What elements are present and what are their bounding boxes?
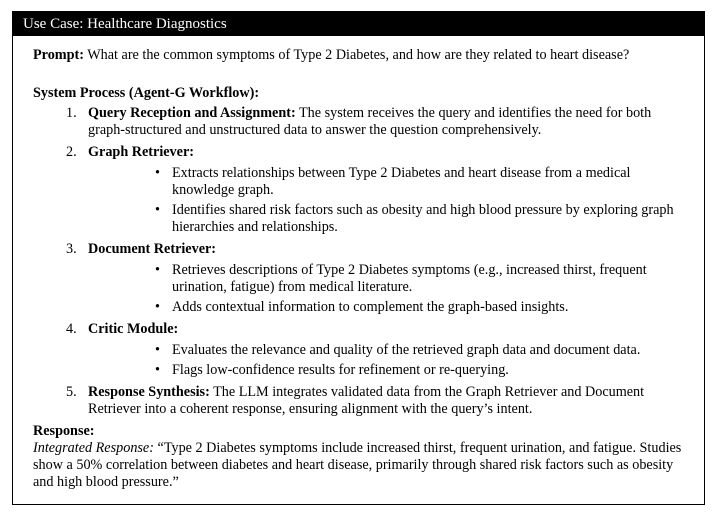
step-number: 5.	[66, 384, 77, 400]
use-case-header	[13, 12, 704, 36]
step-bullets	[88, 342, 686, 379]
header-title: Use Case: Healthcare Diagnostics	[23, 16, 227, 32]
bullet-item	[88, 262, 686, 296]
bullet-item	[88, 202, 686, 236]
step-query-reception	[33, 105, 686, 139]
bullet-text: Extracts relationships between Type 2 Diabetes and heart disease from a medical knowledge graph.	[172, 165, 631, 198]
step-title: Document Retriever:	[88, 241, 217, 257]
integrated-response-label: Integrated Response:	[33, 440, 154, 456]
bullet-glyph: •	[155, 262, 160, 278]
bullet-item	[88, 342, 686, 359]
step-title: Query Reception and Assignment:	[88, 105, 296, 121]
response-section	[33, 423, 686, 491]
step-text: The system receives the query and identifies the need for both graph-structured and unstructured data to answer the question comprehensively.	[88, 105, 652, 138]
step-document-retriever	[33, 241, 686, 316]
system-process-title: System Process (Agent-G Workflow):	[33, 85, 260, 101]
step-title: Critic Module:	[88, 321, 179, 337]
bullet-item	[88, 362, 686, 379]
step-text: The LLM integrates validated data from the Graph Retriever and Document Retriever into a coherent response, ensuring alignment with the query’s intent.	[88, 384, 645, 417]
step-number: 3.	[66, 241, 77, 257]
bullet-text: Flags low-confidence results for refinement or re-querying.	[172, 362, 509, 378]
response-label: Response:	[33, 423, 95, 439]
prompt-text: What are the common symptoms of Type 2 Diabetes, and how are they related to heart disease?	[87, 47, 630, 63]
use-case-content	[13, 36, 704, 491]
step-bullets	[88, 262, 686, 316]
bullet-glyph: •	[155, 342, 160, 358]
step-response-synthesis	[33, 384, 686, 418]
step-number: 2.	[66, 144, 77, 160]
step-graph-retriever	[33, 144, 686, 236]
workflow-steps	[33, 105, 686, 418]
bullet-glyph: •	[155, 362, 160, 378]
use-case-box	[12, 11, 705, 505]
bullet-text: Adds contextual information to complement the graph-based insights.	[172, 299, 569, 315]
bullet-item	[88, 299, 686, 316]
step-critic-module	[33, 321, 686, 379]
step-bullets	[88, 165, 686, 236]
bullet-glyph: •	[155, 202, 160, 218]
bullet-text: Identifies shared risk factors such as obesity and high blood pressure by exploring graph hierarchies and relationships.	[172, 202, 674, 235]
prompt-label: Prompt:	[33, 47, 84, 63]
bullet-item	[88, 165, 686, 199]
integrated-response-text: “Type 2 Diabetes symptoms include increased thirst, frequent urination, and fatigue. Studies show a 50% correlation between diabetes and heart disease, primarily through shared risk factors such as obesity and high blood pressure.”	[33, 440, 682, 490]
bullet-glyph: •	[155, 299, 160, 315]
step-title: Graph Retriever:	[88, 144, 194, 160]
step-number: 1.	[66, 105, 77, 121]
step-number: 4.	[66, 321, 77, 337]
bullet-text: Retrieves descriptions of Type 2 Diabetes symptoms (e.g., increased thirst, frequent urination, fatigue) from medical literature.	[172, 262, 647, 295]
bullet-text: Evaluates the relevance and quality of the retrieved graph data and document data.	[172, 342, 641, 358]
prompt-paragraph	[33, 47, 686, 64]
response-paragraph	[33, 440, 686, 491]
bullet-glyph: •	[155, 165, 160, 181]
step-title: Response Synthesis:	[88, 384, 210, 400]
